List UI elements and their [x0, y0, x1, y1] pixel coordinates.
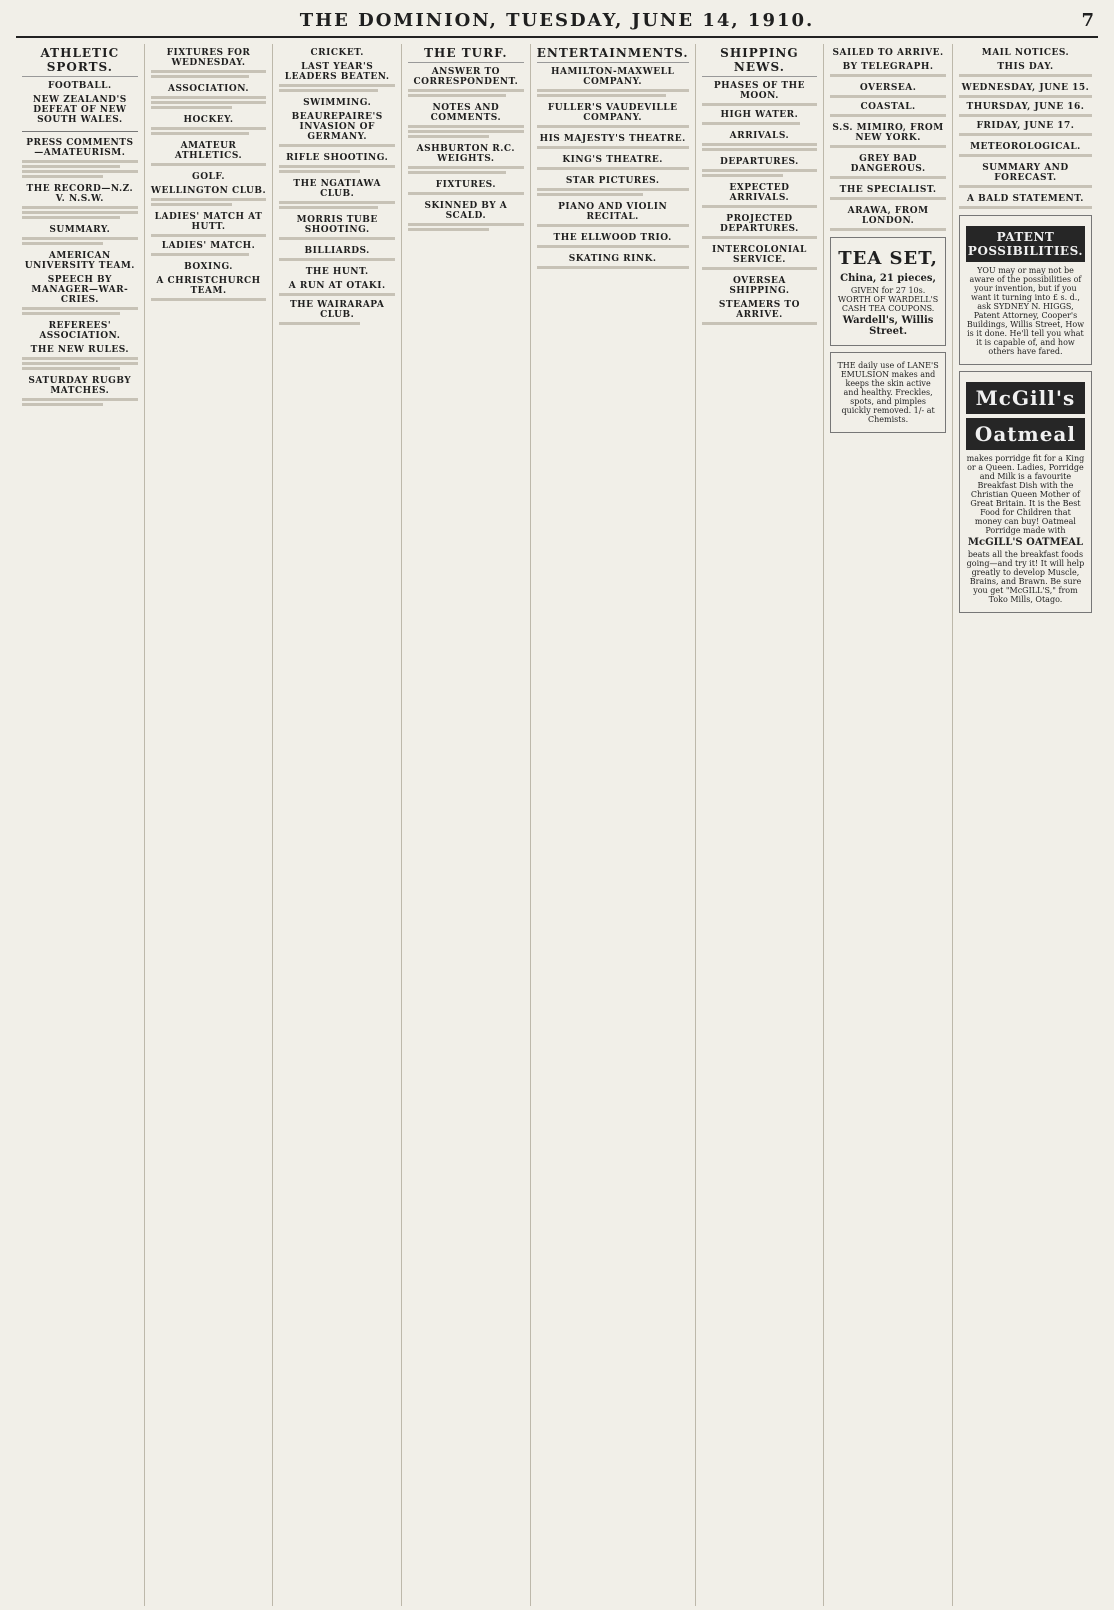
col7-section: [830, 206, 946, 231]
text-line: [151, 106, 232, 109]
text-line: [408, 125, 524, 128]
tea-set-ad-subtitle: China, 21 pieces,: [840, 273, 937, 284]
text-line: [151, 96, 267, 99]
col8-heading-2: THIS DAY.: [997, 62, 1054, 72]
col4-section: [408, 67, 524, 97]
col8-heading-5: FRIDAY, JUNE 17.: [976, 121, 1075, 131]
lanes-emulsion-ad-text: THE daily use of LANE'S EMULSION makes and keeps the skin active and healthy. Freckles, spots, and pimples quickly removed. 1/- at Chemists.: [837, 361, 939, 424]
col1-section: [22, 184, 138, 219]
text-line: [151, 163, 267, 166]
text-line: [22, 211, 138, 214]
text-line: [22, 242, 103, 245]
col3-heading-11: THE WAIRARAPA CLUB.: [289, 300, 385, 320]
col2-section: [151, 172, 267, 206]
text-line: [151, 234, 267, 237]
text-line: [959, 154, 1092, 157]
text-line: [408, 223, 524, 226]
col1-heading-4: THE RECORD—N.Z. V. N.S.W.: [26, 184, 134, 204]
text-line: [537, 193, 643, 196]
col1-heading-5: SUMMARY.: [49, 225, 111, 235]
text-line: [22, 160, 138, 163]
text-line: [279, 84, 395, 87]
col3-heading-8: BILLIARDS.: [304, 246, 370, 256]
col4-section: [408, 144, 524, 174]
col7-heading-5: S.S. MIMIRO, FROM NEW YORK.: [832, 123, 944, 143]
text-line: [537, 146, 689, 149]
col7-heading-7: THE SPECIALIST.: [839, 185, 937, 195]
col2-heading-2: ASSOCIATION.: [167, 84, 250, 94]
col1-section: [22, 376, 138, 406]
col5-section: [537, 202, 689, 227]
text-line: [408, 166, 524, 169]
col6-heading-1: PHASES OF THE MOON.: [713, 81, 805, 101]
col7-heading-8: ARAWA, FROM LONDON.: [847, 206, 929, 226]
col8-heading-8: A BALD STATEMENT.: [966, 194, 1084, 204]
text-line: [22, 206, 138, 209]
col4-heading-2: NOTES AND COMMENTS.: [430, 103, 502, 123]
columns: [16, 44, 1098, 1606]
mcgills-ad-text: makes porridge fit for a King or a Queen. Ladies, Porridge and Milk is a favourite Breakfast Dish with the Christian Queen Mother of Great Britain. It is the Best Food for Children that money can buy! Oatmeal Porridge made with: [966, 454, 1085, 535]
col6-section: [702, 157, 818, 177]
column-2: [145, 44, 274, 1606]
text-line: [151, 198, 267, 201]
col7-heading-1: SAILED TO ARRIVE.: [832, 48, 944, 58]
col1-heading-6: AMERICAN UNIVERSITY TEAM.: [24, 251, 135, 271]
text-line: [279, 258, 395, 261]
col6-section: [702, 183, 818, 208]
col4-heading-3: ASHBURTON R.C. WEIGHTS.: [416, 144, 516, 164]
text-line: [702, 236, 818, 239]
col4-heading-5: SKINNED BY A SCALD.: [424, 201, 508, 221]
col8-heading-6: METEOROLOGICAL.: [970, 142, 1081, 152]
publication-title: THE DOMINION, TUESDAY, JUNE 14, 1910.: [299, 10, 815, 31]
text-line: [22, 357, 138, 360]
text-line: [537, 125, 689, 128]
col2-section: [151, 48, 267, 78]
text-line: [22, 312, 120, 315]
col2-heading-6: WELLINGTON CLUB.: [150, 186, 267, 196]
col2-heading-5: GOLF.: [192, 172, 225, 182]
col6-section: [702, 131, 818, 151]
col1-heading-3: PRESS COMMENTS—AMATEURISM.: [26, 138, 134, 158]
text-line: [151, 253, 249, 256]
col1-section: [22, 225, 138, 245]
col5-heading-7: THE ELLWOOD TRIO.: [553, 233, 672, 243]
column-7: [824, 44, 953, 1606]
col2-section: [151, 84, 267, 109]
text-line: [537, 94, 666, 97]
text-line: [408, 228, 489, 231]
col2-heading-9: BOXING.: [184, 262, 233, 272]
text-line: [151, 127, 267, 130]
col8-heading-1: MAIL NOTICES.: [981, 48, 1070, 58]
col7-heading-4: COASTAL.: [860, 102, 916, 112]
col5-heading-5: STAR PICTURES.: [565, 176, 660, 186]
col1-heading-9: THE NEW RULES.: [30, 345, 130, 355]
text-line: [279, 144, 395, 147]
text-line: [151, 203, 232, 206]
col5-section: [537, 67, 689, 97]
col7-section: [830, 185, 946, 200]
col1-section: [22, 321, 138, 370]
text-line: [830, 95, 946, 98]
column-5: [531, 44, 696, 1606]
text-line: [22, 175, 103, 178]
col3-section: [279, 215, 395, 240]
patent-ad-text: YOU may or may not be aware of the possibilities of your invention, but if you want it turning into £ s. d., ask SYDNEY N. HIGGS, Patent Attorney, Cooper's Buildings, Willis Street, How is it done. He'll tell you what it is capable of, and how others have fared.: [966, 266, 1085, 356]
col6-section: [702, 276, 818, 325]
col8-heading-7: SUMMARY AND FORECAST.: [982, 163, 1069, 183]
text-line: [408, 192, 524, 195]
col3-section: [279, 179, 395, 209]
col2-heading-8: LADIES' MATCH.: [161, 241, 256, 251]
text-line: [702, 322, 818, 325]
mcgills-ad-text-2: beats all the breakfast foods going—and try it! It will help greatly to develop Muscle, Brains, and Brawn. Be sure you get "McGILL'S," from Toko Mills, Otago.: [966, 550, 1085, 604]
text-line: [22, 307, 138, 310]
text-line: [830, 176, 946, 179]
col6-section: [702, 81, 818, 125]
text-line: [702, 169, 818, 172]
column-8: [953, 44, 1098, 1606]
col5-heading-1: HAMILTON-MAXWELL COMPANY.: [550, 67, 675, 87]
col3-section: [279, 267, 395, 325]
text-line: [279, 206, 377, 209]
col6-heading-5: EXPECTED ARRIVALS.: [729, 183, 790, 203]
col8-section: [959, 163, 1092, 188]
tea-set-ad-location: Wardell's, Willis Street.: [842, 315, 934, 337]
col7-section: [830, 154, 946, 179]
text-line: [959, 114, 1092, 117]
col3-heading-9: THE HUNT.: [305, 267, 369, 277]
text-line: [408, 94, 506, 97]
col6-heading-2: HIGH WATER.: [720, 110, 799, 120]
text-line: [279, 165, 395, 168]
col6-section: [702, 245, 818, 270]
col3-heading-2: LAST YEAR'S LEADERS BEATEN.: [284, 62, 390, 82]
text-line: [537, 245, 689, 248]
column-5-header: ENTERTAINMENTS.: [537, 44, 689, 63]
col5-heading-3: HIS MAJESTY'S THEATRE.: [539, 134, 686, 144]
text-line: [279, 322, 360, 325]
col3-heading-3: SWIMMING.: [303, 98, 372, 108]
text-line: [830, 197, 946, 200]
column-1: [16, 44, 145, 1606]
text-line: [22, 367, 120, 370]
column-4: [402, 44, 531, 1606]
text-line: [408, 130, 524, 133]
col3-section: [279, 153, 395, 173]
col7-section: [830, 48, 946, 77]
col6-heading-9: STEAMERS TO ARRIVE.: [718, 300, 800, 320]
divider: [22, 131, 138, 132]
col7-heading-6: GREY BAD DANGEROUS.: [850, 154, 926, 174]
col1-heading-10: SATURDAY RUGBY MATCHES.: [28, 376, 132, 396]
text-line: [830, 228, 946, 231]
text-line: [537, 266, 689, 269]
text-line: [537, 188, 689, 191]
text-line: [830, 145, 946, 148]
col2-section: [151, 212, 267, 256]
text-line: [279, 170, 360, 173]
col2-section: [151, 262, 267, 301]
text-line: [408, 171, 506, 174]
column-1-header: ATHLETIC SPORTS.: [22, 44, 138, 77]
col5-section: [537, 254, 689, 269]
col1-section: [22, 251, 138, 315]
text-line: [702, 174, 783, 177]
text-line: [279, 237, 395, 240]
col3-section: [279, 48, 395, 92]
col3-section: [279, 246, 395, 261]
col8-section: [959, 48, 1092, 77]
col1-heading-7: SPEECH BY MANAGER—WAR-CRIES.: [31, 275, 129, 305]
tea-set-ad: [830, 237, 946, 346]
col4-heading-1: ANSWER TO CORRESPONDENT.: [413, 67, 519, 87]
text-line: [22, 216, 120, 219]
col8-heading-4: THURSDAY, JUNE 16.: [966, 102, 1085, 112]
col3-heading-5: RIFLE SHOOTING.: [286, 153, 389, 163]
mcgills-ad-brand: McGILL'S OATMEAL: [967, 537, 1083, 548]
masthead: [16, 8, 1098, 38]
text-line: [537, 167, 689, 170]
patent-ad-title: PATENT POSSIBILITIES.: [966, 226, 1085, 262]
col2-heading-7: LADIES' MATCH AT HUTT.: [154, 212, 263, 232]
col7-heading-2: BY TELEGRAPH.: [842, 62, 934, 72]
column-6: [696, 44, 825, 1606]
col6-heading-8: OVERSEA SHIPPING.: [729, 276, 790, 296]
text-line: [22, 170, 138, 173]
col8-heading-3: WEDNESDAY, JUNE 15.: [961, 83, 1090, 93]
mcgills-oatmeal-ad: [959, 371, 1092, 613]
text-line: [959, 185, 1092, 188]
col2-heading-3: HOCKEY.: [183, 115, 234, 125]
col7-section: [830, 83, 946, 117]
col5-section: [537, 176, 689, 196]
text-line: [151, 132, 249, 135]
col2-section: [151, 115, 267, 135]
text-line: [408, 89, 524, 92]
mcgills-ad-title: McGill's: [966, 382, 1085, 414]
text-line: [279, 201, 395, 204]
col5-section: [537, 155, 689, 170]
text-line: [22, 362, 138, 365]
col7-heading-3: OVERSEA.: [859, 83, 917, 93]
col3-heading-10: A RUN AT OTAKI.: [288, 281, 386, 291]
text-line: [537, 224, 689, 227]
text-line: [830, 114, 946, 117]
col5-section: [537, 134, 689, 149]
text-line: [537, 89, 689, 92]
tea-set-ad-title: TEA SET,: [838, 248, 938, 269]
col4-section: [408, 180, 524, 195]
col6-heading-7: INTERCOLONIAL SERVICE.: [711, 245, 807, 265]
text-line: [702, 205, 818, 208]
text-line: [702, 267, 818, 270]
text-line: [279, 89, 377, 92]
col3-heading-6: THE NGATIAWA CLUB.: [293, 179, 381, 199]
column-6-header: SHIPPING NEWS.: [702, 44, 818, 77]
lanes-emulsion-ad: [830, 352, 946, 433]
text-line: [959, 206, 1092, 209]
text-line: [279, 293, 395, 296]
col3-section: [279, 98, 395, 147]
col1-heading-8: REFEREES' ASSOCIATION.: [39, 321, 121, 341]
text-line: [702, 143, 818, 146]
col6-section: [702, 214, 818, 239]
col2-heading-1: FIXTURES FOR WEDNESDAY.: [166, 48, 251, 68]
text-line: [959, 133, 1092, 136]
text-line: [702, 148, 818, 151]
col2-heading-10: A CHRISTCHURCH TEAM.: [156, 276, 261, 296]
tea-set-ad-text: GIVEN for 27 10s. WORTH OF WARDELL'S CASH TEA COUPONS.: [837, 286, 939, 313]
text-line: [151, 75, 249, 78]
text-line: [959, 95, 1092, 98]
col5-section: [537, 233, 689, 248]
text-line: [22, 403, 103, 406]
col3-heading-4: BEAUREPAIRE'S INVASION OF GERMANY.: [291, 112, 383, 142]
text-line: [702, 103, 818, 106]
text-line: [151, 101, 267, 104]
col5-heading-4: KING'S THEATRE.: [562, 155, 663, 165]
text-line: [151, 70, 267, 73]
col4-section: [408, 103, 524, 138]
text-line: [22, 237, 138, 240]
col1-heading-2: NEW ZEALAND'S DEFEAT OF NEW SOUTH WALES.: [32, 95, 127, 125]
mcgills-ad-subtitle: Oatmeal: [966, 418, 1085, 450]
col5-heading-2: FULLER'S VAUDEVILLE COMPANY.: [547, 103, 678, 123]
text-line: [151, 298, 267, 301]
col1-heading-1: FOOTBALL.: [48, 81, 112, 91]
text-line: [959, 74, 1092, 77]
patent-ad: [959, 215, 1092, 365]
col6-heading-4: DEPARTURES.: [720, 157, 799, 167]
col7-section: [830, 123, 946, 148]
col8-section: [959, 83, 1092, 136]
col5-heading-8: SKATING RINK.: [568, 254, 657, 264]
text-line: [702, 122, 800, 125]
col6-heading-3: ARRIVALS.: [729, 131, 790, 141]
col2-heading-4: AMATEUR ATHLETICS.: [174, 141, 243, 161]
column-4-header: THE TURF.: [408, 44, 524, 63]
text-line: [22, 398, 138, 401]
col3-heading-1: CRICKET.: [310, 48, 364, 58]
col3-heading-7: MORRIS TUBE SHOOTING.: [296, 215, 378, 235]
col6-heading-6: PROJECTED DEPARTURES.: [720, 214, 799, 234]
column-3: [273, 44, 402, 1606]
col1-section: [22, 81, 138, 178]
col4-heading-4: FIXTURES.: [435, 180, 496, 190]
col4-section: [408, 201, 524, 231]
text-line: [408, 135, 489, 138]
col5-heading-6: PIANO AND VIOLIN RECITAL.: [558, 202, 668, 222]
col8-section: [959, 194, 1092, 209]
page-number: 7: [1081, 10, 1094, 31]
text-line: [830, 74, 946, 77]
col5-section: [537, 103, 689, 128]
col2-section: [151, 141, 267, 166]
col8-section: [959, 142, 1092, 157]
text-line: [22, 165, 120, 168]
